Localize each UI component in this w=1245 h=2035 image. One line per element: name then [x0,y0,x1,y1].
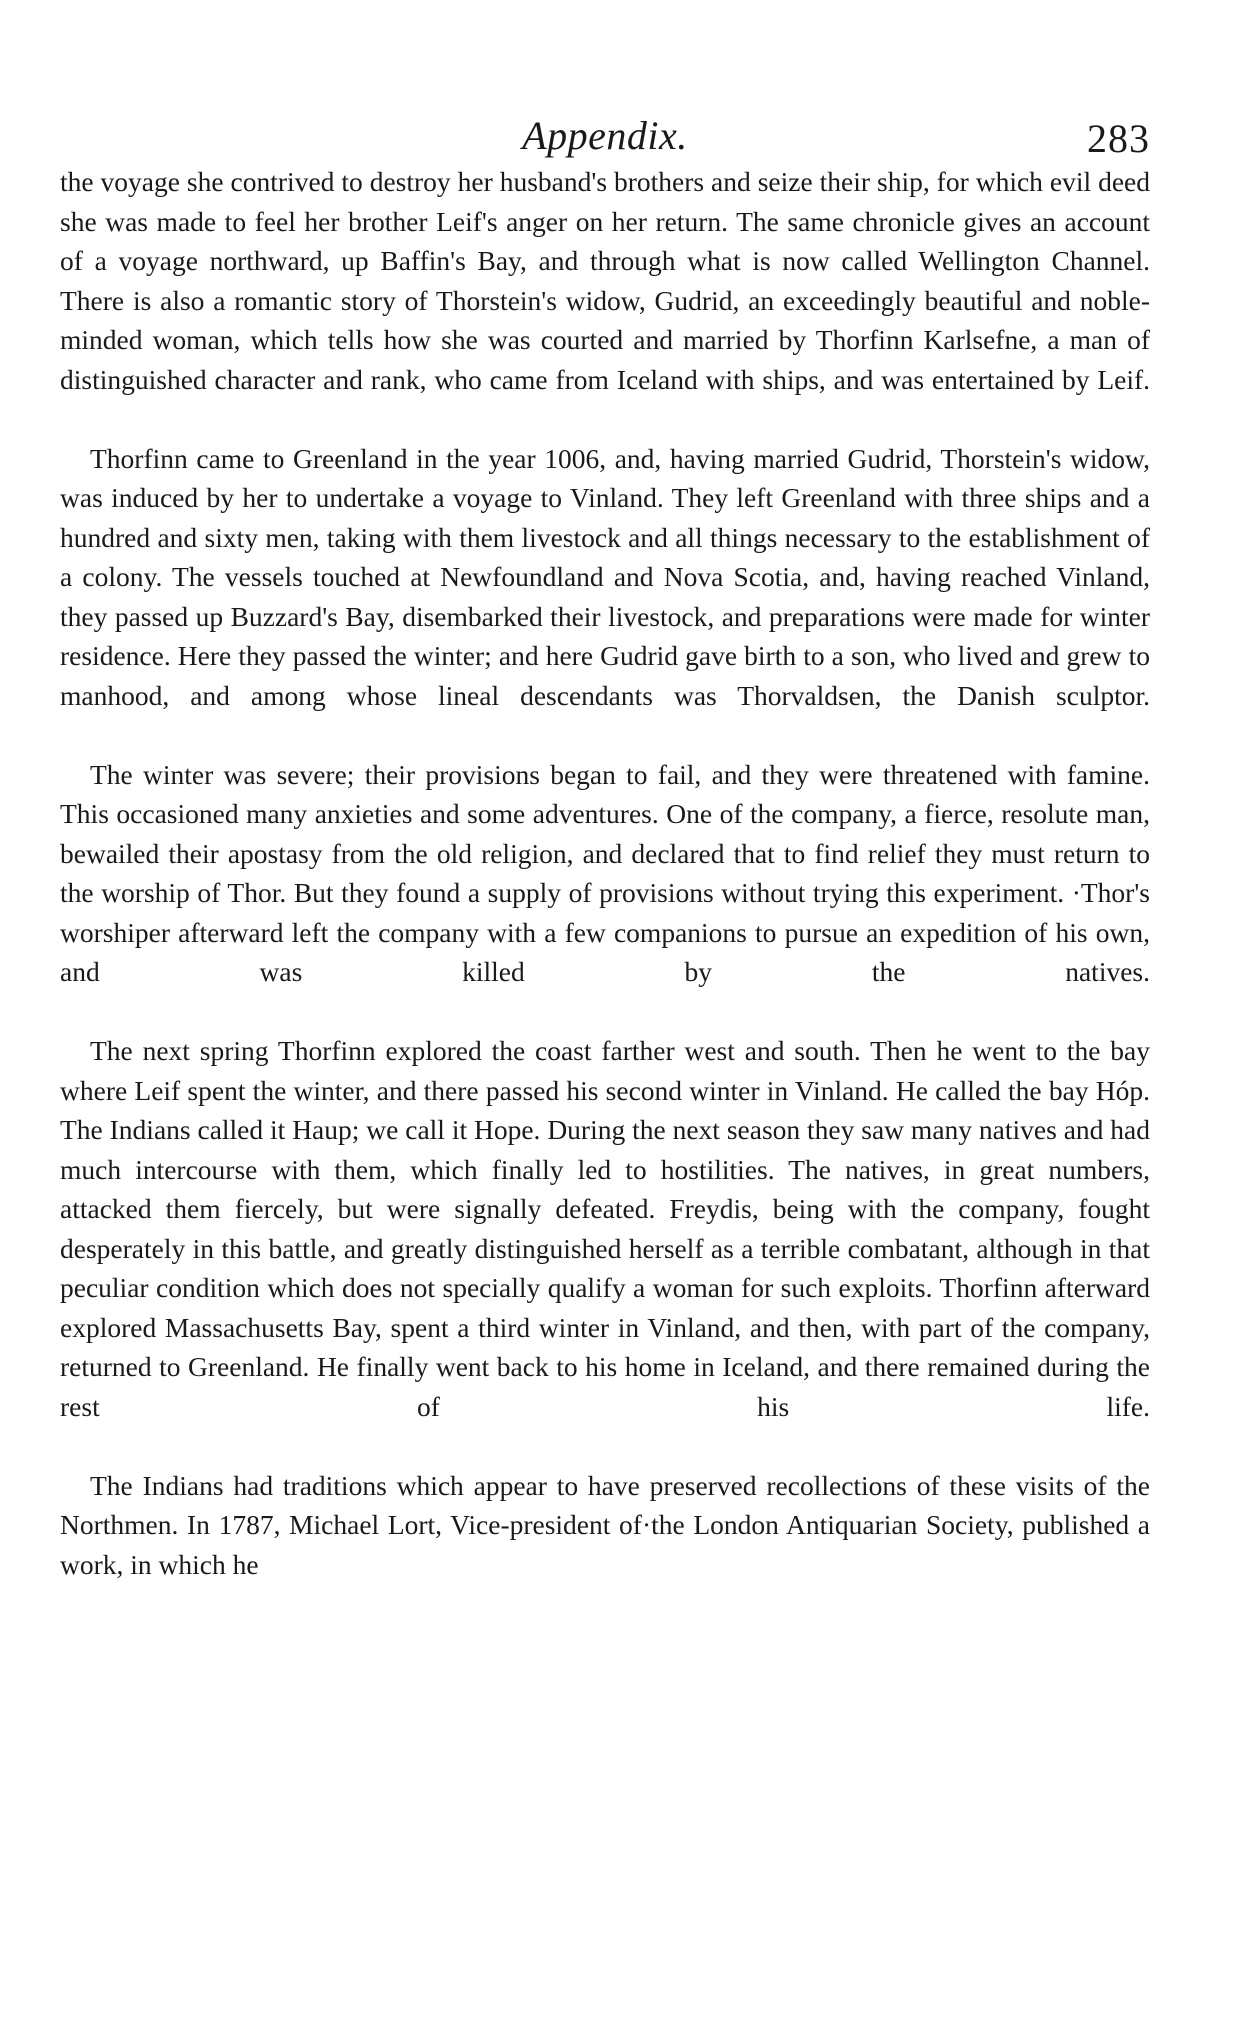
page-header [60,0,1150,161]
paragraph: The winter was severe; their provisions began to fail, and they were threatened with famine. This occasioned many anxieties and some adventures. One of the company, a fierce, resolute man, bewailed their apostasy from the old religion, and declared that to find relief they must return to the worship of Thor. But they found a supply of provisions without trying this experiment. ·Thor's worshiper afterward left the company with a few companions to pursue an expedition of his own, and was killed by the natives. [60,758,1150,987]
paragraph: the voyage she contrived to destroy her husband's brothers and seize their ship, for which evil deed she was made to feel her brother Leif's anger on her return. The same chronicle gives an account of a voyage northward, up Baffin's Bay, and through what is now called Wellington Channel. There is also a romantic story of Thorstein's widow, Gudrid, an exceedingly beautiful and noble-minded woman, which tells how she was courted and married by Thorfinn Karlsefne, a man of distinguished character and rank, who came from Iceland with ships, and was entertained by Leif. [60,166,1150,395]
page-body [60,162,1150,1584]
paragraph: The next spring Thorfinn explored the coast farther west and south. Then he went to the bay where Leif spent the winter, and there passed his second winter in Vinland. He called the bay Hóp. The Indians called it Haup; we call it Hope. During the next season they saw many natives and had much intercourse with them, which finally led to hostilities. The natives, in great numbers, attacked them fiercely, but were signally defeated. Freydis, being with the company, fought desperately in this battle, and greatly distinguished herself as a terrible combatant, although in that peculiar condition which does not specially qualify a woman for such exploits. Thorfinn afterward explored Massachusetts Bay, spent a third winter in Vinland, and then, with part of the company, returned to Greenland. He finally went back to his home in Iceland, and there remained during the rest of his life. [60,1035,1150,1422]
paragraph: The Indians had traditions which appear to have preserved recollections of these visits of the Northmen. In 1787, Michael Lort, Vice-president of·the London Antiquarian Society, published a work, in which he [60,1469,1150,1580]
paragraph: Thorfinn came to Greenland in the year 1006, and, having married Gudrid, Thorstein's widow, was induced by her to undertake a voyage to Vinland. They left Greenland with three ships and a hundred and sixty men, taking with them livestock and all things necessary to the establishment of a colony. The vessels touched at Newfoundland and Nova Scotia, and, having reached Vinland, they passed up Buzzard's Bay, disembarked their livestock, and preparations were made for winter residence. Here they passed the winter; and here Gudrid gave birth to a son, who lived and grew to manhood, and among whose lineal descendants was Thorvaldsen, the Danish sculptor. [60,442,1150,711]
page-number: 283 [1087,116,1150,161]
running-head-title: Appendix. [522,113,688,158]
